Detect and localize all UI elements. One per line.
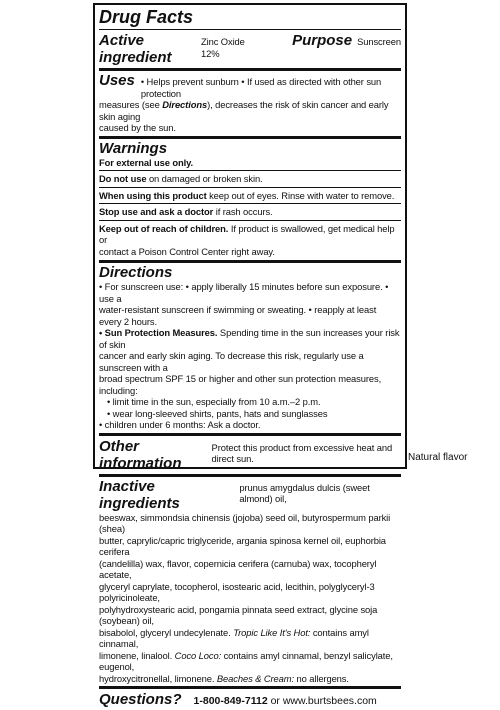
inactive-line-8 (99, 650, 401, 673)
inactive-line-7-rest: contains amyl cinnamal, (99, 626, 369, 649)
inactive-line-7 (99, 627, 401, 650)
directions-section (99, 260, 401, 433)
inactive-line-8-rest: contains amyl cinnamal, benzyl salicylate, eugenol, (99, 649, 393, 672)
tropic-variant-label: Tropic Like It's Hot: (233, 626, 311, 638)
inactive-ingredients-section (99, 474, 401, 687)
other-information-heading: Other information (99, 437, 182, 472)
stop-use-row (99, 203, 401, 220)
directions-line-3-text: Spending time in the sun increases your risk of skin (99, 327, 400, 350)
inactive-line-1: prunus amygdalus dulcis (sweet almond) oil, (239, 481, 370, 504)
warnings-section (99, 136, 401, 261)
questions-heading: Questions? (99, 691, 182, 708)
external-use-text: For external use only. (99, 156, 194, 168)
inactive-line-9-text: hydroxycitronellal, limonene. (99, 672, 217, 684)
active-ingredient-section (99, 29, 401, 68)
directions-heading: Directions (99, 264, 173, 281)
stop-use-text: if rash occurs. (213, 206, 273, 217)
keep-out-text-2: contact a Poison Control Center right away. (99, 245, 275, 257)
when-using-label: When using this product (99, 189, 207, 201)
uses-heading: Uses (99, 72, 135, 89)
do-not-use-text: on damaged or broken skin. (146, 173, 263, 184)
inactive-line-9-rest: no allergens. (294, 672, 349, 684)
questions-contact (194, 695, 377, 707)
other-information-section (99, 433, 401, 474)
directions-line-6: • limit time in the sun, especially from 10 a.m.–2 p.m. (107, 396, 321, 407)
directions-line-3 (99, 327, 401, 350)
when-using-row (99, 187, 401, 204)
active-ingredient-heading: Active ingredient (99, 32, 172, 66)
directions-line-7: • wear long-sleeved shirts, pants, hats and sunglasses (107, 407, 328, 419)
when-using-text: keep out of eyes. Rinse with water to remove. (206, 189, 395, 201)
inactive-line-9 (99, 673, 401, 685)
sun-protection-label: • Sun Protection Measures. (99, 327, 218, 338)
questions-section (99, 686, 401, 710)
questions-or: or (267, 695, 283, 707)
stop-use-label: Stop use and ask a doctor (99, 206, 214, 217)
inactive-line-4: (candelilla) wax, flavor, copernicia cerifera (carnuba) wax, tocopheryl acetate, (99, 557, 377, 580)
keep-out-row (99, 220, 401, 261)
purpose-value: Sunscreen (357, 36, 401, 47)
drug-facts-title: Drug Facts (99, 7, 194, 27)
other-information-text: Protect this product from excessive heat and direct sun. (211, 441, 393, 464)
uses-line-3: caused by the sun. (99, 122, 176, 133)
uses-line-2-text: measures (see (99, 99, 163, 110)
directions-line-1: • For sunscreen use: • apply liberally 15 minutes before sun exposure. • use a (99, 281, 389, 304)
inactive-line-6: polyhydroxystearic acid, pongamia pinnata seed extract, glycine soja (soybean) oil, (99, 603, 378, 626)
do-not-use-row (99, 170, 401, 187)
keep-out-text-1: If product is swallowed, get medical help or (99, 222, 395, 245)
keep-out-label: Keep out of reach of children. (99, 222, 229, 234)
directions-line-2: water-resistant sunscreen if swimming or sweating. • reapply at least every 2 hours. (99, 304, 377, 327)
warnings-heading: Warnings (99, 139, 168, 157)
inactive-line-5: glyceryl caprylate, tocopherol, isostearic acid, lecithin, polyglyceryl-3 polyricinoleate, (99, 580, 375, 603)
inactive-line-7-text: bisabolol, glyceryl undecylenate. (99, 626, 234, 638)
uses-line-1: • Helps prevent sunburn • If used as directed with other sun protection (140, 76, 382, 99)
directions-line-5: broad spectrum SPF 15 or higher and other sun protection measures, including: (99, 373, 382, 396)
uses-line-2-rest: ), decreases the risk of skin cancer and early skin aging (99, 99, 389, 122)
directions-line-8: • children under 6 months: Ask a doctor. (99, 419, 261, 430)
active-ingredient-value: Zinc Oxide 12% (200, 36, 245, 59)
drug-facts-panel (93, 3, 407, 708)
purpose-heading: Purpose (292, 32, 353, 49)
uses-line-2 (99, 99, 401, 122)
directions-line-4: cancer and early skin aging. To decrease this risk, regularly use a sunscreen with a (99, 350, 364, 373)
phone-number: 1-800-849-7112 (193, 695, 268, 707)
inactive-line-3: butter, caprylic/capric triglyceride, argania spinosa kernel oil, euphorbia cerifera (99, 534, 386, 557)
inactive-line-2: beeswax, simmondsia chinensis (jojoba) seed oil, butyrospermum parkii (shea) (99, 511, 391, 534)
beaches-variant-label: Beaches & Cream: (216, 672, 294, 684)
coco-variant-label: Coco Loco: (174, 649, 222, 661)
inactive-line-8-text: limonene, linalool. (99, 649, 175, 661)
website-link[interactable]: www.burtsbees.com (282, 695, 377, 707)
do-not-use-label: Do not use (99, 173, 147, 184)
flavor-note: Natural flavor (408, 452, 468, 463)
inactive-ingredients-heading: Inactive ingredients (99, 477, 180, 512)
uses-directions-ref: Directions (162, 99, 208, 110)
uses-section (99, 68, 401, 136)
